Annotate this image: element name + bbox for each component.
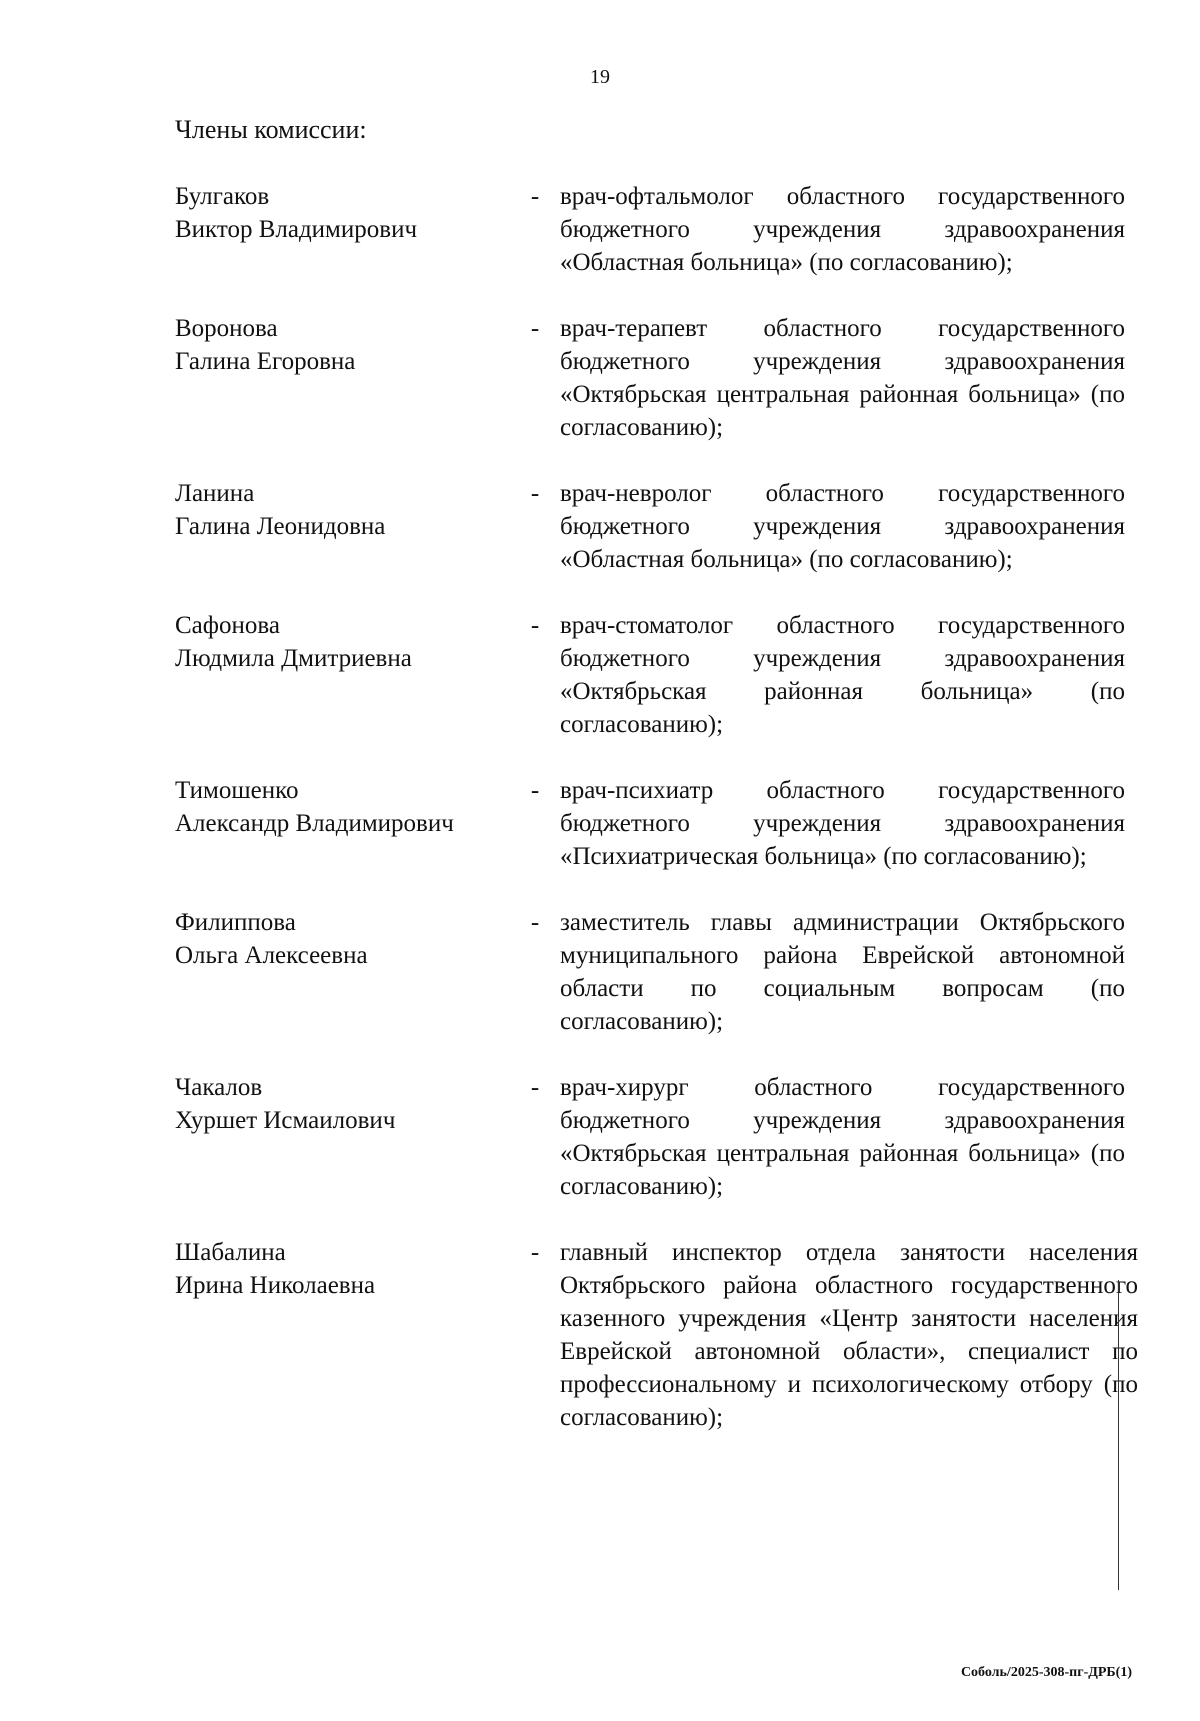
member-surname: Шабалина (175, 1239, 286, 1266)
member-entry (175, 1236, 1138, 1434)
member-surname: Воронова (175, 315, 278, 342)
margin-line (1118, 1280, 1119, 1590)
member-given-names: Хуршет Исмаилович (175, 1107, 396, 1134)
member-entry (175, 774, 1125, 873)
member-given-names: Людмила Дмитриевна (175, 645, 412, 672)
member-entry (175, 180, 1125, 279)
member-entry (175, 906, 1125, 1038)
member-role: врач-психиатр областного государственного бюджетного учреждения здравоохранения «Психиатрическая больница» (по согласованию); (560, 777, 1125, 870)
member-given-names: Галина Леонидовна (175, 513, 386, 540)
member-entry (175, 477, 1125, 576)
member-given-names: Ирина Николаевна (175, 1272, 376, 1299)
member-role: врач-стоматолог областного государственного бюджетного учреждения здравоохранения «Октябрьская районная больница» (по согласованию); (560, 612, 1125, 738)
member-entry (175, 1071, 1125, 1203)
dash-separator: - (530, 480, 540, 507)
dash-separator: - (530, 1239, 540, 1266)
member-name (175, 774, 515, 840)
member-given-names: Виктор Владимирович (175, 216, 418, 243)
members-list (175, 180, 1138, 1467)
dash-separator: - (530, 777, 540, 804)
member-given-names: Галина Егоровна (175, 348, 356, 375)
member-surname: Сафонова (175, 612, 280, 639)
member-surname: Чакалов (175, 1074, 263, 1101)
dash-separator: - (530, 183, 540, 210)
member-name (175, 609, 515, 675)
member-role: врач-невролог областного государственного бюджетного учреждения здравоохранения «Областная больница» (по согласованию); (560, 480, 1125, 573)
member-role: врач-офтальмолог областного государственного бюджетного учреждения здравоохранения «Областная больница» (по согласованию); (560, 183, 1125, 276)
member-surname: Филиппова (175, 909, 296, 936)
member-surname: Тимошенко (175, 777, 299, 804)
member-name (175, 906, 515, 972)
section-title: Члены комиссии: (175, 115, 367, 144)
page-number: 19 (590, 66, 610, 88)
member-role: врач-терапевт областного государственного бюджетного учреждения здравоохранения «Октябрьская центральная районная больница» (по согласованию); (560, 315, 1125, 441)
member-name (175, 312, 515, 378)
member-surname: Булгаков (175, 183, 270, 210)
member-name (175, 180, 515, 246)
member-role: заместитель главы администрации Октябрьского муниципального района Еврейской автономной области по социальным вопросам (по согласованию); (560, 909, 1125, 1035)
member-surname: Ланина (175, 480, 255, 507)
member-role: главный инспектор отдела занятости населения Октябрьского района областного государственного казенного учреждения «Центр занятости населения Еврейской автономной области», специалист по профессиональному и психологическому отбору (по согласованию); (560, 1239, 1138, 1431)
dash-separator: - (530, 909, 540, 936)
dash-separator: - (530, 1074, 540, 1101)
member-entry (175, 609, 1125, 741)
member-given-names: Ольга Алексеевна (175, 942, 368, 969)
footer-document-code: Соболь/2025-308-пг-ДРБ(1) (960, 1665, 1132, 1680)
member-entry (175, 312, 1125, 444)
member-role: врач-хирург областного государственного бюджетного учреждения здравоохранения «Октябрьская центральная районная больница» (по согласованию); (560, 1074, 1125, 1200)
member-name (175, 1236, 515, 1302)
dash-separator: - (530, 612, 540, 639)
member-name (175, 477, 515, 543)
member-name (175, 1071, 515, 1137)
dash-separator: - (530, 315, 540, 342)
member-given-names: Александр Владимирович (175, 810, 454, 837)
